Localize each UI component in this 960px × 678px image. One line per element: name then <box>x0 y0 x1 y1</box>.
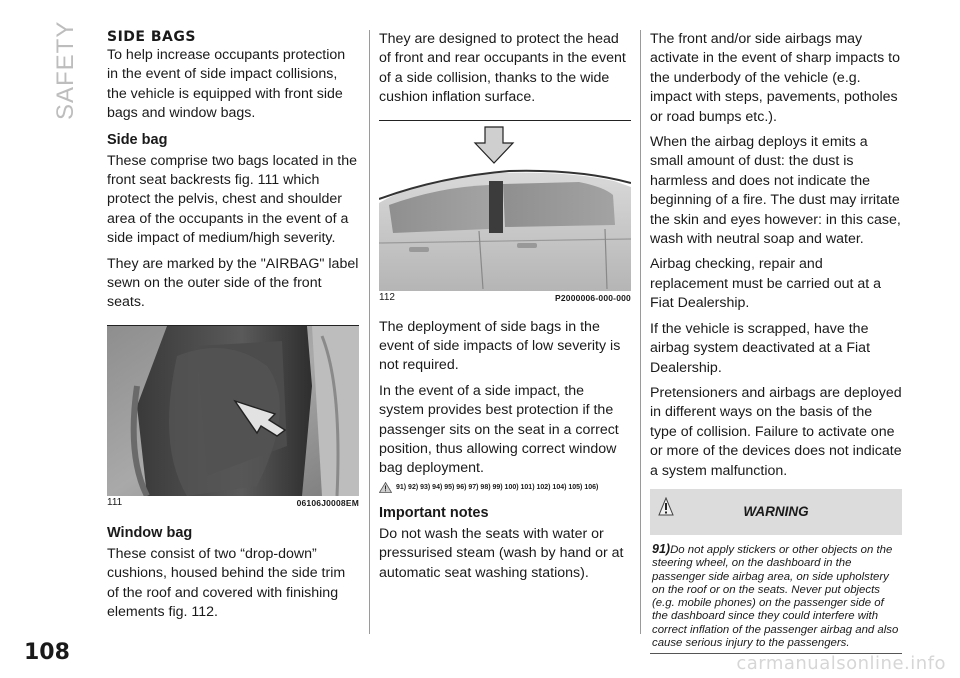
underbody-paragraph: The front and/or side airbags may activate in the event of sharp impacts to the underbody of the vehicle (e.g. impact with steps, pavements, potholes or road bumps etc.). <box>650 31 900 125</box>
warning-text <box>650 535 902 654</box>
warning-references <box>379 482 631 493</box>
section-heading: SIDE BAGS <box>107 29 196 45</box>
side-impact-paragraph: In the event of a side impact, the system provides best protection if the passenger sits on the seat in a correct position, thus allowing correct window bag deployment. <box>379 382 619 477</box>
pretensioners-paragraph: Pretensioners and airbags are deployed in different ways on the basis of the type of collision. Failure to activate one or more of the devices does not indicate a system malfunction. <box>650 384 902 479</box>
warning-title: WARNING <box>743 504 809 520</box>
warning-ref: 91) <box>652 541 671 556</box>
figure-number: 112 <box>379 291 395 303</box>
warning-triangle-icon <box>658 497 674 517</box>
car-side-image <box>379 121 631 291</box>
checking-paragraph: Airbag checking, repair and replacement must be carried out at a Fiat Dealership. <box>650 256 882 312</box>
warning-box <box>650 489 902 654</box>
column-1 <box>107 30 359 629</box>
column-3 <box>650 30 902 654</box>
column-divider <box>369 30 370 634</box>
figure-code: P2000006-000-000 <box>555 292 631 303</box>
window-bag-paragraph: These consist of two “drop-down” cushions, housed behind the side trim of the roof and covered with finishing elements fig. 112. <box>107 545 346 621</box>
important-notes-paragraph: Do not wash the seats with water or pressurised steam (wash by hand or at automatic seat washing stations). <box>379 525 624 581</box>
window-bag-title: Window bag <box>107 524 193 541</box>
side-bag-paragraph: These comprise two bags located in the front seat backrests fig. 111 which protect the pelvis, chest and shoulder area of the occupants in the event of a side impact of medium/high severity. <box>107 152 357 247</box>
warning-triangle-small-icon <box>379 482 392 493</box>
watermark: carmanualsonline.info <box>736 653 946 674</box>
figure-112 <box>379 120 631 304</box>
column-2 <box>379 30 631 589</box>
deployment-paragraph: The deployment of side bags in the event of side impacts of low severity is not required. <box>379 318 621 374</box>
column-divider <box>640 30 641 634</box>
side-bag-label-paragraph: They are marked by the "AIRBAG" label sewn on the outer side of the front seats. <box>107 255 359 311</box>
page-number: 108 <box>24 640 70 665</box>
figure-111 <box>107 325 359 509</box>
window-bag-paragraph-2: They are designed to protect the head of front and rear occupants in the event of a side collision, thanks to the wide cushion inflation surface. <box>379 31 626 106</box>
seat-backrest-image <box>107 326 359 496</box>
scrapped-paragraph: If the vehicle is scrapped, have the airbag system deactivated at a Fiat Dealership. <box>650 320 871 376</box>
intro-paragraph: To help increase occupants protection in the event of side impact collisions, the vehicle is equipped with front side bags and window bags. <box>107 47 346 122</box>
figure-number: 111 <box>107 496 123 508</box>
warning-header <box>650 489 902 535</box>
warning-body-text: Do not apply stickers or other objects on the steering wheel, on the dashboard in the passenger side airbag area, on side upholstery on the roof or on the seats. Never put objects (e.g. mobile phones) on the passenger side of the dashboard since they could interfere with correct inflation of the passenger airbag and also cause serious injury to the passengers. <box>652 543 899 650</box>
section-tab: SAFETY <box>52 20 79 120</box>
dust-paragraph: When the airbag deploys it emits a small amount of dust: the dust is harmless and does not indicate the beginning of a fire. The dust may irritate the skin and eyes however: in this case, wash with neutral soap and water. <box>650 134 901 248</box>
side-bag-title: Side bag <box>107 131 168 148</box>
references-text: 91) 92) 93) 94) 95) 96) 97) 98) 99) 100) 101) 102) 104) 105) 106) <box>396 483 599 491</box>
important-notes-title: Important notes <box>379 504 489 521</box>
figure-code: 06106J0008EM <box>296 497 359 508</box>
